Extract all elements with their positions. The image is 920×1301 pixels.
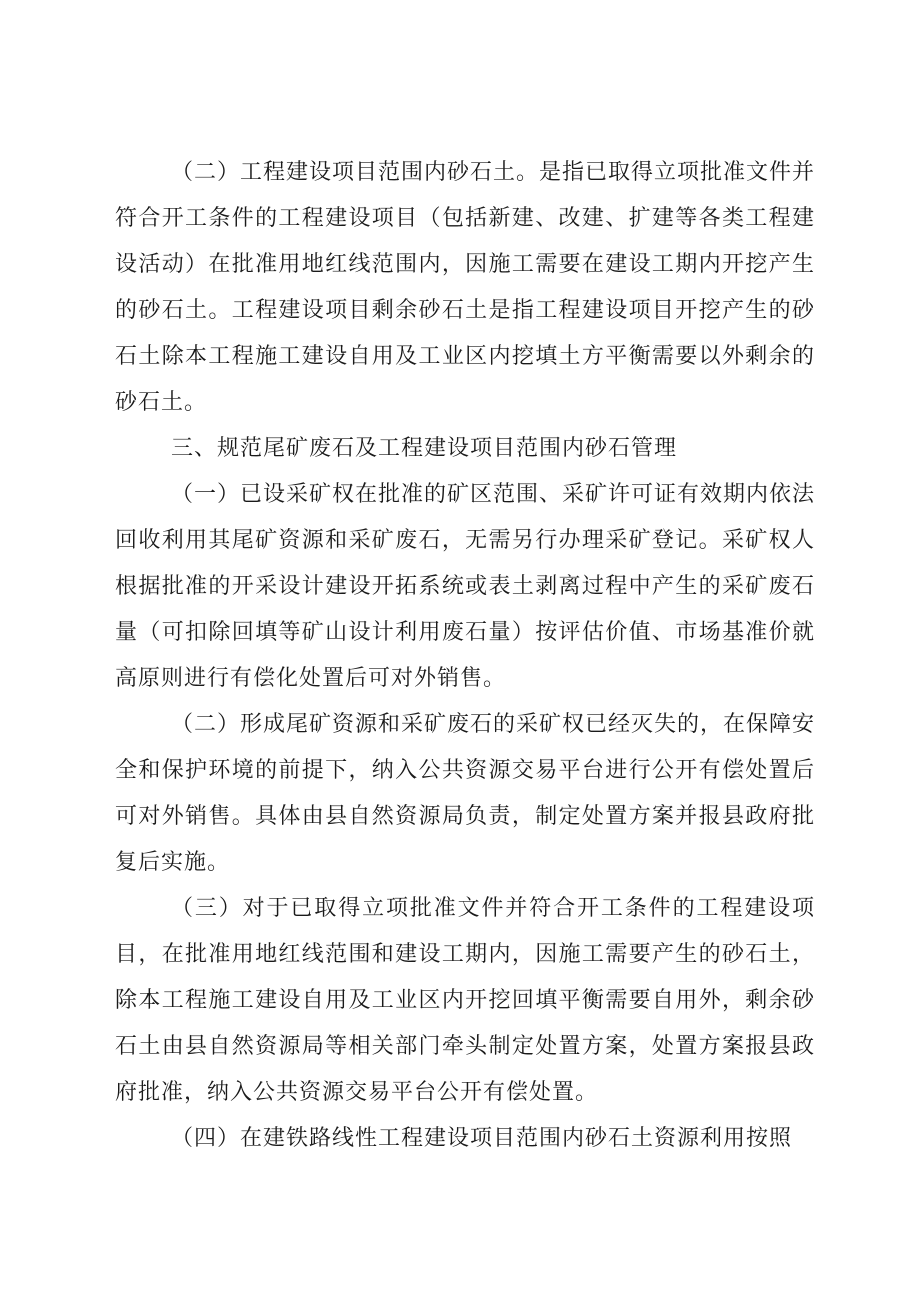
paragraph-item-four: （四）在建铁路线性工程建设项目范围内砂石土资源利用按照	[171, 1126, 793, 1151]
paragraph-item-two: （二）形成尾矿资源和采矿废石的采矿权已经灭失的，在保障安全和保护环境的前提下，纳入公共资源交易平台进行公开有偿处置后可对外销售。具体由县自然资源局负责，制定处置方案并报县政府批复后实施。	[115, 712, 816, 875]
section-heading-three: 三、规范尾矿废石及工程建设项目范围内砂石管理	[171, 436, 678, 461]
paragraph-sand-definition: （二）工程建设项目范围内砂石土。是指已取得立项批准文件并符合开工条件的工程建设项目（包括新建、改建、扩建等各类工程建设活动）在批准用地红线范围内，因施工需要在建设工期内开挖产生的砂石土。工程建设项目剩余砂石土是指工程建设项目开挖产生的砂石土除本工程施工建设自用及工业区内挖填土方平衡需要以外剩余的砂石土。	[115, 160, 816, 415]
paragraph-item-three: （三）对于已取得立项批准文件并符合开工条件的工程建设项目，在批准用地红线范围和建设工期内，因施工需要产生的砂石土，除本工程施工建设自用及工业区内开挖回填平衡需要自用外，剩余砂石土由县自然资源局等相关部门牵头制定处置方案，处置方案报县政府批准，纳入公共资源交易平台公开有偿处置。	[115, 896, 815, 1105]
document-body	[115, 150, 815, 1162]
paragraph-item-one: （一）已设采矿权在批准的矿区范围、采矿许可证有效期内依法回收利用其尾矿资源和采矿废石，无需另行办理采矿登记。采矿权人根据批准的开采设计建设开拓系统或表土剥离过程中产生的采矿废石量（可扣除回填等矿山设计利用废石量）按评估价值、市场基准价就高原则进行有偿化处置后可对外销售。	[115, 482, 816, 691]
